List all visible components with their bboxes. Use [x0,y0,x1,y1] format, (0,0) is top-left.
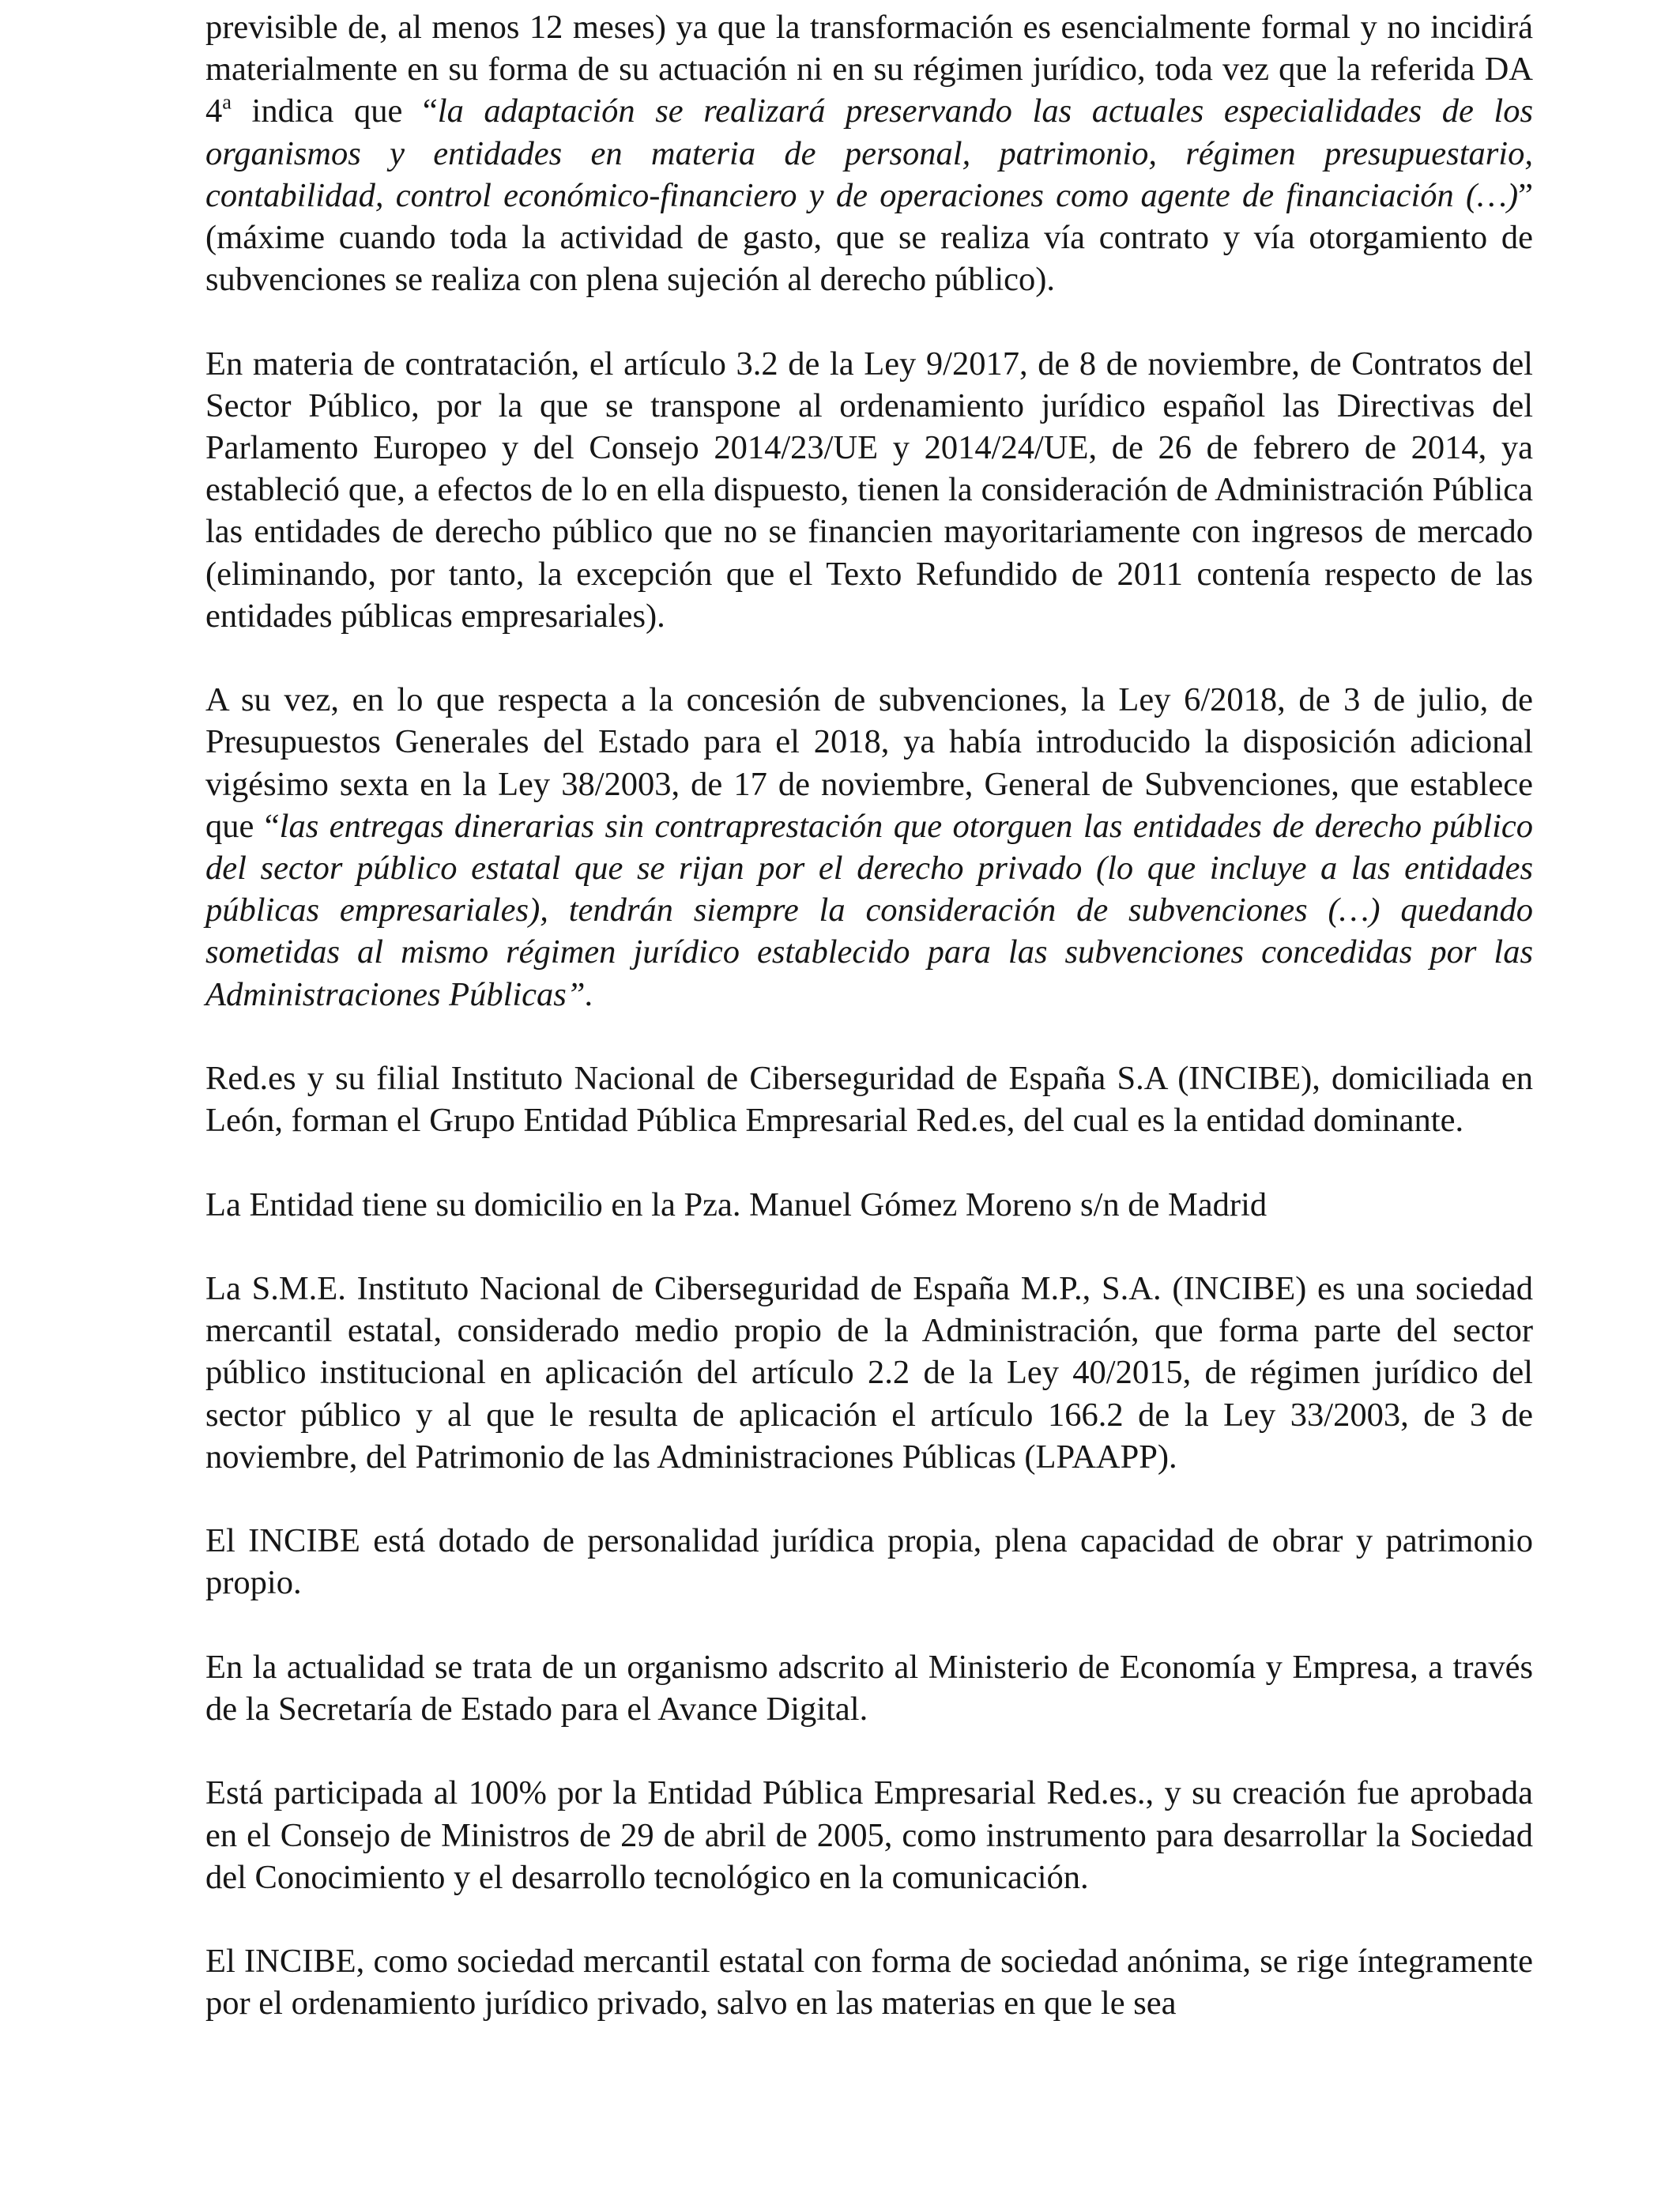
paragraph-adscripcion [205,1646,1533,1730]
paragraph-subvenciones [205,679,1533,1016]
text-run: El INCIBE, como sociedad mercantil estatal con forma de sociedad anónima, se rige íntegramente por el ordenamiento jurídico privado, salvo en las materias en que le sea [205,1943,1533,2022]
paragraph-personalidad-juridica [205,1520,1533,1604]
text-run: A su vez, en lo que respecta a la concesión de subvenciones, la Ley 6/2018, de 3 de julio, de Presupuestos Generales del Estado para el 2018, ya había introducido la disposición adicional vigésimo sexta en la Ley 38/2003, de 17 de noviembre, General de Subvenciones, que establece que “ [205,681,1533,845]
paragraph-domicilio [205,1184,1533,1226]
quoted-italic-text: ”. [566,975,594,1013]
document-body [205,6,1533,2025]
paragraph-incibe-sociedad [205,1268,1533,1478]
text-run: Red.es y su filial Instituto Nacional de Ciberseguridad de España S.A (INCIBE), domiciliada en León, forman el Grupo Entidad Pública Empresarial Red.es, del cual es la entidad dominante. [205,1060,1533,1140]
text-run: previsible de, al menos 12 meses) ya que la transformación es esencialmente formal y no incidirá materialmente en su forma de su actuación ni en su régimen jurídico, toda vez que la referida DA 4 [205,9,1533,130]
text-run: ” (máxime cuando toda la actividad de gasto, que se realiza vía contrato y vía otorgamiento de subvenciones se realiza con plena sujeción al derecho público). [205,176,1533,299]
text-run: En la actualidad se trata de un organismo adscrito al Ministerio de Economía y Empresa, a través de la Secretaría de Estado para el Avance Digital. [205,1648,1533,1728]
text-run: La Entidad tiene su domicilio en la Pza. Manuel Gómez Moreno s/n de Madrid [205,1186,1268,1223]
text-run: Está participada al 100% por la Entidad Pública Empresarial Red.es., y su creación fue aprobada en el Consejo de Ministros de 29 de abril de 2005, como instrumento para desarrollar la Sociedad del Conocimiento y el desarrollo tecnológico en la comunicación. [205,1774,1533,1896]
superscript-ordinal: a [222,91,232,115]
quoted-italic-text: las entregas dinerarias sin contraprestación que otorguen las entidades de derecho público del sector público estatal que se rijan por el derecho privado (lo que incluye a las entidades públicas empresariales), tendrán siempre la consideración de subvenciones (…) quedando sometidas al mismo régimen jurídico establecido para las subvenciones concedidas por las Administraciones Públicas [205,807,1533,1013]
paragraph-participacion [205,1772,1533,1898]
quoted-italic-text: la adaptación se realizará preservando las actuales especialidades de los organismos y entidades en materia de personal, patrimonio, régimen presupuestario, contabilidad, control económico-financiero y de operaciones como agente de financiación (…) [205,92,1533,214]
text-run: indica que “ [231,92,438,130]
text-run: En materia de contratación, el artículo 3.2 de la Ley 9/2017, de 8 de noviembre, de Contratos del Sector Público, por la que se transpone al ordenamiento jurídico español las Directivas del Parlamento Europeo y del Consejo 2014/23/UE y 2014/24/UE, de 26 de febrero de 2014, ya estableció que, a efectos de lo en ella dispuesto, tienen la consideración de Administración Pública las entidades de derecho público que no se financien mayoritariamente con ingresos de mercado (eliminando, por tanto, la excepción que el Texto Refundido de 2011 contenía respecto de las entidades públicas empresariales). [205,345,1533,635]
paragraph-regimen-juridico [205,1940,1533,2024]
paragraph-transformacion-da4 [205,6,1533,300]
paragraph-contratacion [205,343,1533,637]
paragraph-grupo-red-es [205,1057,1533,1141]
text-run: El INCIBE está dotado de personalidad jurídica propia, plena capacidad de obrar y patrimonio propio. [205,1522,1533,1602]
text-run: La S.M.E. Instituto Nacional de Ciberseguridad de España M.P., S.A. (INCIBE) es una sociedad mercantil estatal, considerado medio propio de la Administración, que forma parte del sector público institucional en aplicación del artículo 2.2 de la Ley 40/2015, de régimen jurídico del sector público y al que le resulta de aplicación el artículo 166.2 de la Ley 33/2003, de 3 de noviembre, del Patrimonio de las Administraciones Públicas (LPAAPP). [205,1270,1533,1476]
